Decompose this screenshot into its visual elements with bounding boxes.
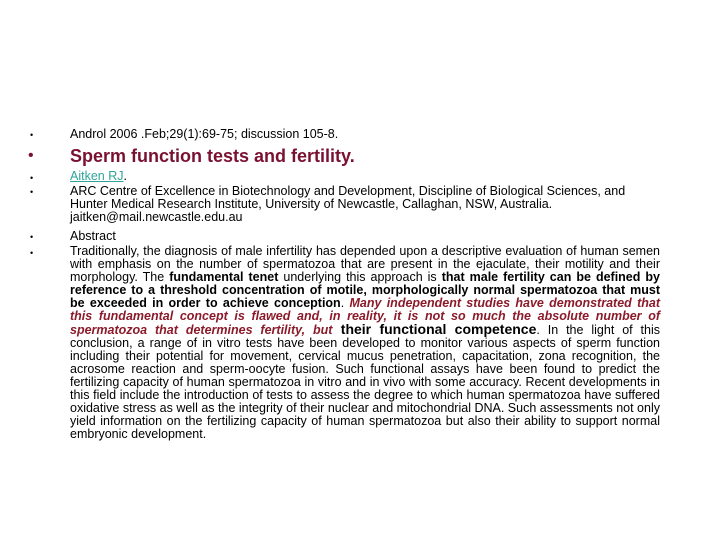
title-bullet-marker: • [28, 147, 34, 164]
bullet-marker: • [30, 187, 34, 197]
citation: Androl 2006 .Feb;29(1):69-75; discussion 105-8. [70, 127, 339, 141]
abstract-text: . In the light of this conclusion, a range of in vitro tests have been developed to monitor various aspects of sperm function including their potential for movement, cervical mucus penetration, capacitation, zona recognition, the acrosome reaction and sperm-oocyte fusion. Such functional assays have been found to predict the fertilizing capacity of human spermatozoa in vitro and in vivo with some accuracy. Recent developments in this field include the introduction of tests to assess the degree to which human spermatozoa have suffered oxidative stress as well as the integrity of their nuclear and mitochondrial DNA. Such assessments not only yield information on the fertilizing capacity of human spermatozoa but also their ability to support normal embryonic development. [70, 323, 660, 441]
abstract-emphasis: their functional competence [332, 321, 537, 337]
bullet-marker: • [30, 232, 34, 242]
author-suffix: . [123, 169, 127, 183]
bullet-marker: • [30, 130, 34, 140]
author-line [70, 170, 660, 183]
abstract-bold: that male fertility can be defined by reference to a threshold concentration of motile, morphologically normal spermatozoa that must be exceeded in order to achieve conception [70, 270, 660, 310]
affiliation: ARC Centre of Excellence in Biotechnology and Development, Discipline of Biological Sciences, and Hunter Medical Research Institute, University of Newcastle, Callaghan, NSW, Australia. jaitken@mail.newcastle.edu.au [70, 184, 626, 224]
abstract-label: Abstract [70, 229, 116, 243]
abstract-bold: fundamental tenet [169, 270, 279, 284]
article-title: Sperm function tests and fertility. [70, 146, 355, 166]
abstract-text: . [340, 296, 350, 310]
abstract-body [70, 245, 660, 441]
abstract-highlight: Many independent studies have demonstrated that this fundamental concept is flawed and, in reality, it is not so much the absolute number of spermatozoa that determines fertility, but [70, 296, 660, 337]
bullet-marker: • [30, 248, 34, 258]
abstract-text: Traditionally, the diagnosis of male infertility has depended upon a descriptive evaluation of human semen with emphasis on the number of spermatozoa that are present in the ejaculate, their motility and their morphology. The [70, 244, 660, 284]
bullet-marker: • [30, 173, 34, 183]
author-link[interactable]: Aitken RJ [70, 169, 124, 183]
abstract-text: underlying this approach is [278, 270, 442, 284]
